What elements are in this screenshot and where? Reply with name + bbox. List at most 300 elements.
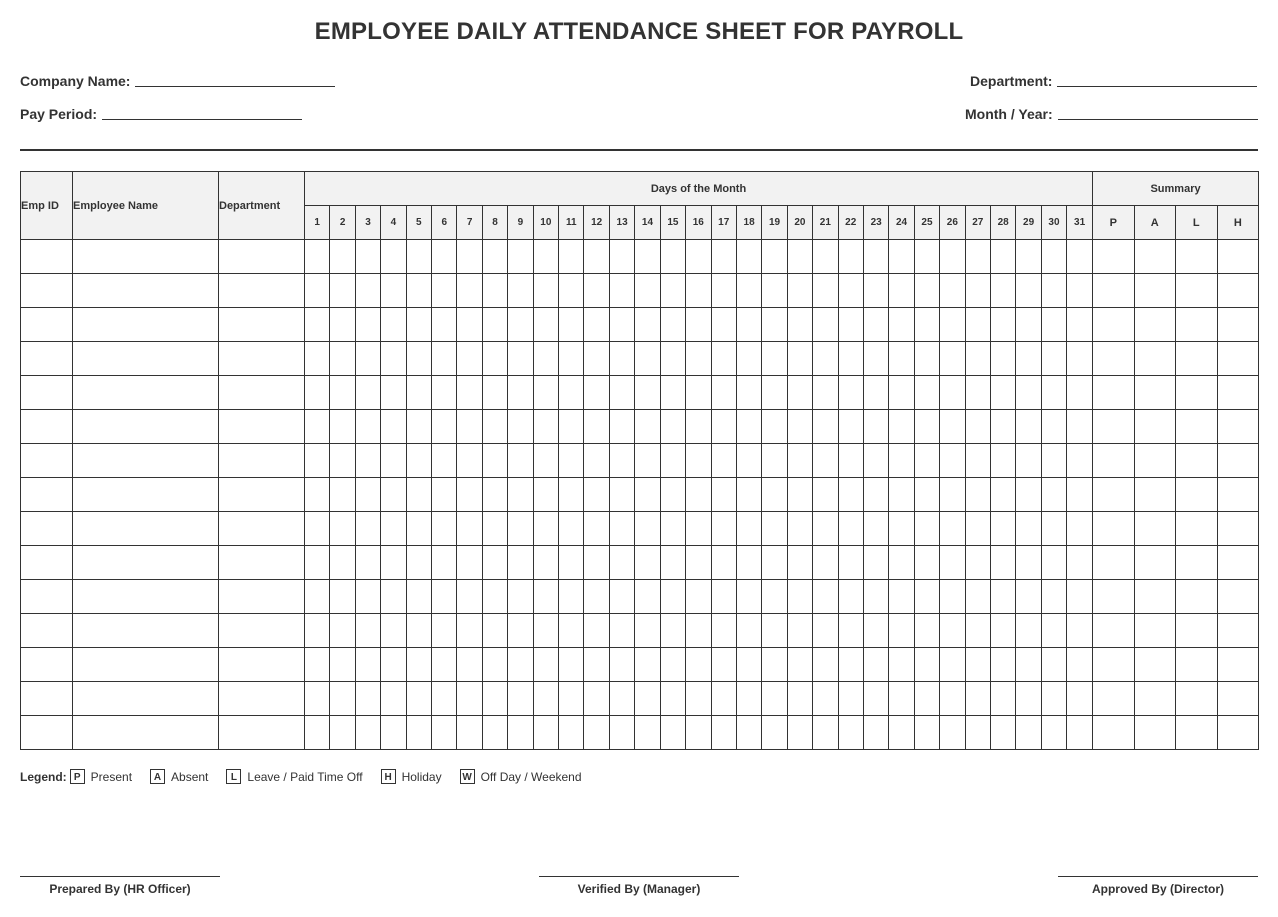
attendance-cell[interactable] <box>838 580 863 614</box>
attendance-cell[interactable] <box>1016 682 1041 716</box>
attendance-cell[interactable] <box>1016 478 1041 512</box>
attendance-cell[interactable] <box>406 376 431 410</box>
summary-cell[interactable] <box>1093 308 1135 342</box>
attendance-cell[interactable] <box>381 274 406 308</box>
attendance-cell[interactable] <box>584 580 609 614</box>
attendance-cell[interactable] <box>838 512 863 546</box>
attendance-cell[interactable] <box>813 376 838 410</box>
department-line[interactable] <box>1057 85 1257 87</box>
attendance-cell[interactable] <box>787 546 812 580</box>
attendance-cell[interactable] <box>940 308 965 342</box>
attendance-cell[interactable] <box>609 648 634 682</box>
attendance-cell[interactable] <box>457 648 482 682</box>
attendance-cell[interactable] <box>787 240 812 274</box>
attendance-cell[interactable] <box>559 716 584 750</box>
attendance-cell[interactable] <box>533 512 558 546</box>
attendance-cell[interactable] <box>432 614 457 648</box>
attendance-cell[interactable] <box>940 444 965 478</box>
attendance-cell[interactable] <box>482 478 507 512</box>
department-cell[interactable] <box>219 240 305 274</box>
attendance-cell[interactable] <box>660 308 685 342</box>
attendance-cell[interactable] <box>355 682 380 716</box>
attendance-cell[interactable] <box>787 444 812 478</box>
attendance-cell[interactable] <box>965 274 990 308</box>
attendance-cell[interactable] <box>711 410 736 444</box>
attendance-cell[interactable] <box>1041 308 1066 342</box>
attendance-cell[interactable] <box>584 240 609 274</box>
attendance-cell[interactable] <box>787 682 812 716</box>
summary-cell[interactable] <box>1134 240 1176 274</box>
attendance-cell[interactable] <box>660 342 685 376</box>
attendance-cell[interactable] <box>1016 342 1041 376</box>
attendance-cell[interactable] <box>660 478 685 512</box>
department-cell[interactable] <box>219 308 305 342</box>
summary-cell[interactable] <box>1093 342 1135 376</box>
attendance-cell[interactable] <box>584 648 609 682</box>
attendance-cell[interactable] <box>813 410 838 444</box>
attendance-cell[interactable] <box>533 546 558 580</box>
attendance-cell[interactable] <box>533 274 558 308</box>
attendance-cell[interactable] <box>762 274 787 308</box>
emp-id-cell[interactable] <box>21 648 73 682</box>
attendance-cell[interactable] <box>508 240 533 274</box>
attendance-cell[interactable] <box>635 444 660 478</box>
attendance-cell[interactable] <box>940 648 965 682</box>
attendance-cell[interactable] <box>1016 716 1041 750</box>
attendance-cell[interactable] <box>609 478 634 512</box>
approved-by-signature[interactable] <box>1058 876 1258 896</box>
attendance-cell[interactable] <box>863 648 888 682</box>
attendance-cell[interactable] <box>838 410 863 444</box>
attendance-cell[interactable] <box>1041 580 1066 614</box>
attendance-cell[interactable] <box>482 410 507 444</box>
attendance-cell[interactable] <box>635 308 660 342</box>
attendance-cell[interactable] <box>736 410 761 444</box>
attendance-cell[interactable] <box>330 342 355 376</box>
attendance-cell[interactable] <box>762 648 787 682</box>
attendance-cell[interactable] <box>533 444 558 478</box>
employee-name-cell[interactable] <box>73 240 219 274</box>
attendance-cell[interactable] <box>381 342 406 376</box>
attendance-cell[interactable] <box>686 580 711 614</box>
attendance-cell[interactable] <box>914 512 939 546</box>
attendance-cell[interactable] <box>508 648 533 682</box>
attendance-cell[interactable] <box>381 444 406 478</box>
attendance-cell[interactable] <box>330 716 355 750</box>
attendance-cell[interactable] <box>584 274 609 308</box>
attendance-cell[interactable] <box>686 240 711 274</box>
attendance-cell[interactable] <box>559 376 584 410</box>
attendance-cell[interactable] <box>889 580 914 614</box>
department-cell[interactable] <box>219 614 305 648</box>
attendance-cell[interactable] <box>889 342 914 376</box>
summary-cell[interactable] <box>1217 308 1259 342</box>
attendance-cell[interactable] <box>990 614 1015 648</box>
attendance-cell[interactable] <box>863 614 888 648</box>
attendance-cell[interactable] <box>762 682 787 716</box>
employee-name-cell[interactable] <box>73 648 219 682</box>
attendance-cell[interactable] <box>686 716 711 750</box>
attendance-cell[interactable] <box>355 274 380 308</box>
attendance-cell[interactable] <box>457 444 482 478</box>
attendance-cell[interactable] <box>1067 682 1093 716</box>
attendance-cell[interactable] <box>432 444 457 478</box>
attendance-cell[interactable] <box>1041 342 1066 376</box>
attendance-cell[interactable] <box>559 410 584 444</box>
attendance-cell[interactable] <box>508 376 533 410</box>
attendance-cell[interactable] <box>609 240 634 274</box>
attendance-cell[interactable] <box>635 478 660 512</box>
emp-id-cell[interactable] <box>21 376 73 410</box>
attendance-cell[interactable] <box>1067 410 1093 444</box>
attendance-cell[interactable] <box>711 308 736 342</box>
attendance-cell[interactable] <box>305 512 330 546</box>
attendance-cell[interactable] <box>355 580 380 614</box>
attendance-cell[interactable] <box>736 716 761 750</box>
emp-id-cell[interactable] <box>21 274 73 308</box>
attendance-cell[interactable] <box>457 342 482 376</box>
attendance-cell[interactable] <box>660 580 685 614</box>
attendance-cell[interactable] <box>990 376 1015 410</box>
attendance-cell[interactable] <box>762 478 787 512</box>
attendance-cell[interactable] <box>508 716 533 750</box>
attendance-cell[interactable] <box>838 546 863 580</box>
attendance-cell[interactable] <box>533 682 558 716</box>
attendance-cell[interactable] <box>584 478 609 512</box>
attendance-cell[interactable] <box>863 580 888 614</box>
attendance-cell[interactable] <box>432 580 457 614</box>
summary-cell[interactable] <box>1176 580 1218 614</box>
attendance-cell[interactable] <box>813 342 838 376</box>
summary-cell[interactable] <box>1093 648 1135 682</box>
attendance-cell[interactable] <box>355 342 380 376</box>
department-cell[interactable] <box>219 648 305 682</box>
attendance-cell[interactable] <box>381 478 406 512</box>
summary-cell[interactable] <box>1217 478 1259 512</box>
summary-cell[interactable] <box>1176 614 1218 648</box>
attendance-cell[interactable] <box>762 342 787 376</box>
attendance-cell[interactable] <box>1067 342 1093 376</box>
attendance-cell[interactable] <box>787 376 812 410</box>
attendance-cell[interactable] <box>508 682 533 716</box>
attendance-cell[interactable] <box>457 410 482 444</box>
attendance-cell[interactable] <box>813 444 838 478</box>
attendance-cell[interactable] <box>889 682 914 716</box>
attendance-cell[interactable] <box>965 580 990 614</box>
summary-cell[interactable] <box>1176 682 1218 716</box>
attendance-cell[interactable] <box>813 308 838 342</box>
attendance-cell[interactable] <box>838 614 863 648</box>
attendance-cell[interactable] <box>1016 240 1041 274</box>
attendance-cell[interactable] <box>609 614 634 648</box>
attendance-cell[interactable] <box>990 512 1015 546</box>
attendance-cell[interactable] <box>609 716 634 750</box>
attendance-cell[interactable] <box>305 580 330 614</box>
attendance-cell[interactable] <box>432 240 457 274</box>
attendance-cell[interactable] <box>559 478 584 512</box>
attendance-cell[interactable] <box>914 274 939 308</box>
attendance-cell[interactable] <box>787 648 812 682</box>
attendance-cell[interactable] <box>584 546 609 580</box>
emp-id-cell[interactable] <box>21 716 73 750</box>
attendance-cell[interactable] <box>406 648 431 682</box>
department-cell[interactable] <box>219 444 305 478</box>
attendance-cell[interactable] <box>787 274 812 308</box>
attendance-cell[interactable] <box>305 682 330 716</box>
attendance-cell[interactable] <box>686 478 711 512</box>
attendance-cell[interactable] <box>508 546 533 580</box>
summary-cell[interactable] <box>1217 444 1259 478</box>
attendance-cell[interactable] <box>990 648 1015 682</box>
department-cell[interactable] <box>219 342 305 376</box>
attendance-cell[interactable] <box>1041 444 1066 478</box>
summary-cell[interactable] <box>1093 512 1135 546</box>
summary-cell[interactable] <box>1217 648 1259 682</box>
attendance-cell[interactable] <box>813 580 838 614</box>
attendance-cell[interactable] <box>482 512 507 546</box>
attendance-cell[interactable] <box>482 682 507 716</box>
attendance-cell[interactable] <box>381 580 406 614</box>
attendance-cell[interactable] <box>838 444 863 478</box>
pay-period-line[interactable] <box>102 118 302 120</box>
department-cell[interactable] <box>219 580 305 614</box>
attendance-cell[interactable] <box>940 274 965 308</box>
attendance-cell[interactable] <box>838 342 863 376</box>
attendance-cell[interactable] <box>813 716 838 750</box>
attendance-cell[interactable] <box>1041 716 1066 750</box>
attendance-cell[interactable] <box>457 478 482 512</box>
attendance-cell[interactable] <box>762 580 787 614</box>
employee-name-cell[interactable] <box>73 308 219 342</box>
summary-cell[interactable] <box>1217 410 1259 444</box>
attendance-cell[interactable] <box>889 308 914 342</box>
attendance-cell[interactable] <box>609 512 634 546</box>
attendance-cell[interactable] <box>533 410 558 444</box>
attendance-cell[interactable] <box>889 716 914 750</box>
summary-cell[interactable] <box>1134 614 1176 648</box>
attendance-cell[interactable] <box>914 580 939 614</box>
summary-cell[interactable] <box>1093 478 1135 512</box>
attendance-cell[interactable] <box>762 410 787 444</box>
attendance-cell[interactable] <box>559 580 584 614</box>
attendance-cell[interactable] <box>406 444 431 478</box>
attendance-cell[interactable] <box>863 716 888 750</box>
attendance-cell[interactable] <box>736 512 761 546</box>
attendance-cell[interactable] <box>457 682 482 716</box>
attendance-cell[interactable] <box>711 614 736 648</box>
department-cell[interactable] <box>219 376 305 410</box>
attendance-cell[interactable] <box>533 342 558 376</box>
attendance-cell[interactable] <box>330 308 355 342</box>
summary-cell[interactable] <box>1217 580 1259 614</box>
summary-cell[interactable] <box>1176 240 1218 274</box>
employee-name-cell[interactable] <box>73 342 219 376</box>
attendance-cell[interactable] <box>1041 274 1066 308</box>
summary-cell[interactable] <box>1093 240 1135 274</box>
attendance-cell[interactable] <box>1067 716 1093 750</box>
attendance-cell[interactable] <box>711 444 736 478</box>
employee-name-cell[interactable] <box>73 410 219 444</box>
attendance-cell[interactable] <box>1016 376 1041 410</box>
attendance-cell[interactable] <box>863 376 888 410</box>
attendance-cell[interactable] <box>762 716 787 750</box>
attendance-cell[interactable] <box>305 614 330 648</box>
pay-period-field[interactable] <box>20 106 302 122</box>
summary-cell[interactable] <box>1176 308 1218 342</box>
attendance-cell[interactable] <box>711 274 736 308</box>
company-name-field[interactable] <box>20 73 335 89</box>
attendance-cell[interactable] <box>736 444 761 478</box>
attendance-cell[interactable] <box>533 308 558 342</box>
attendance-cell[interactable] <box>635 546 660 580</box>
attendance-cell[interactable] <box>305 444 330 478</box>
attendance-cell[interactable] <box>305 546 330 580</box>
attendance-cell[interactable] <box>813 614 838 648</box>
attendance-cell[interactable] <box>940 546 965 580</box>
attendance-cell[interactable] <box>457 614 482 648</box>
attendance-cell[interactable] <box>305 410 330 444</box>
attendance-cell[interactable] <box>432 478 457 512</box>
attendance-cell[interactable] <box>889 376 914 410</box>
attendance-cell[interactable] <box>482 308 507 342</box>
attendance-cell[interactable] <box>813 240 838 274</box>
attendance-cell[interactable] <box>1041 478 1066 512</box>
summary-cell[interactable] <box>1093 376 1135 410</box>
employee-name-cell[interactable] <box>73 546 219 580</box>
attendance-cell[interactable] <box>1016 512 1041 546</box>
attendance-cell[interactable] <box>940 512 965 546</box>
attendance-cell[interactable] <box>635 240 660 274</box>
attendance-cell[interactable] <box>1016 580 1041 614</box>
summary-cell[interactable] <box>1093 716 1135 750</box>
attendance-cell[interactable] <box>965 648 990 682</box>
attendance-cell[interactable] <box>787 478 812 512</box>
attendance-cell[interactable] <box>305 274 330 308</box>
attendance-cell[interactable] <box>635 580 660 614</box>
attendance-cell[interactable] <box>1016 648 1041 682</box>
attendance-cell[interactable] <box>1016 410 1041 444</box>
attendance-cell[interactable] <box>965 444 990 478</box>
attendance-cell[interactable] <box>660 410 685 444</box>
attendance-cell[interactable] <box>457 512 482 546</box>
attendance-cell[interactable] <box>330 614 355 648</box>
attendance-cell[interactable] <box>965 478 990 512</box>
summary-cell[interactable] <box>1134 444 1176 478</box>
attendance-cell[interactable] <box>1041 240 1066 274</box>
attendance-cell[interactable] <box>1067 648 1093 682</box>
attendance-cell[interactable] <box>584 682 609 716</box>
attendance-cell[interactable] <box>838 648 863 682</box>
attendance-cell[interactable] <box>406 308 431 342</box>
department-cell[interactable] <box>219 478 305 512</box>
emp-id-cell[interactable] <box>21 342 73 376</box>
attendance-cell[interactable] <box>482 376 507 410</box>
attendance-cell[interactable] <box>711 682 736 716</box>
attendance-cell[interactable] <box>609 274 634 308</box>
attendance-cell[interactable] <box>914 716 939 750</box>
attendance-cell[interactable] <box>381 410 406 444</box>
attendance-cell[interactable] <box>914 444 939 478</box>
attendance-cell[interactable] <box>1016 444 1041 478</box>
attendance-cell[interactable] <box>508 478 533 512</box>
attendance-cell[interactable] <box>482 444 507 478</box>
summary-cell[interactable] <box>1217 240 1259 274</box>
attendance-cell[interactable] <box>889 648 914 682</box>
attendance-cell[interactable] <box>660 546 685 580</box>
attendance-cell[interactable] <box>1016 614 1041 648</box>
emp-id-cell[interactable] <box>21 682 73 716</box>
attendance-cell[interactable] <box>940 376 965 410</box>
summary-cell[interactable] <box>1134 682 1176 716</box>
summary-cell[interactable] <box>1093 274 1135 308</box>
attendance-cell[interactable] <box>863 478 888 512</box>
attendance-cell[interactable] <box>736 546 761 580</box>
attendance-cell[interactable] <box>355 410 380 444</box>
attendance-cell[interactable] <box>660 716 685 750</box>
attendance-cell[interactable] <box>457 308 482 342</box>
attendance-cell[interactable] <box>457 274 482 308</box>
summary-cell[interactable] <box>1217 274 1259 308</box>
attendance-cell[interactable] <box>406 410 431 444</box>
emp-id-cell[interactable] <box>21 308 73 342</box>
attendance-cell[interactable] <box>381 376 406 410</box>
attendance-cell[interactable] <box>990 410 1015 444</box>
attendance-cell[interactable] <box>508 410 533 444</box>
attendance-cell[interactable] <box>914 410 939 444</box>
attendance-cell[interactable] <box>457 580 482 614</box>
attendance-cell[interactable] <box>559 682 584 716</box>
attendance-cell[interactable] <box>305 716 330 750</box>
attendance-cell[interactable] <box>1067 376 1093 410</box>
attendance-cell[interactable] <box>432 342 457 376</box>
attendance-cell[interactable] <box>813 274 838 308</box>
attendance-cell[interactable] <box>1041 648 1066 682</box>
attendance-cell[interactable] <box>686 512 711 546</box>
attendance-cell[interactable] <box>635 614 660 648</box>
attendance-cell[interactable] <box>838 308 863 342</box>
attendance-cell[interactable] <box>686 342 711 376</box>
attendance-cell[interactable] <box>863 274 888 308</box>
attendance-cell[interactable] <box>863 410 888 444</box>
attendance-cell[interactable] <box>686 376 711 410</box>
attendance-cell[interactable] <box>355 546 380 580</box>
attendance-cell[interactable] <box>584 410 609 444</box>
attendance-cell[interactable] <box>533 716 558 750</box>
summary-cell[interactable] <box>1134 342 1176 376</box>
attendance-cell[interactable] <box>559 240 584 274</box>
attendance-cell[interactable] <box>965 410 990 444</box>
summary-cell[interactable] <box>1176 410 1218 444</box>
attendance-cell[interactable] <box>736 342 761 376</box>
attendance-cell[interactable] <box>330 274 355 308</box>
attendance-cell[interactable] <box>660 274 685 308</box>
employee-name-cell[interactable] <box>73 376 219 410</box>
summary-cell[interactable] <box>1217 614 1259 648</box>
attendance-cell[interactable] <box>711 648 736 682</box>
attendance-cell[interactable] <box>635 376 660 410</box>
attendance-cell[interactable] <box>990 682 1015 716</box>
attendance-cell[interactable] <box>736 376 761 410</box>
attendance-cell[interactable] <box>838 478 863 512</box>
attendance-cell[interactable] <box>330 376 355 410</box>
attendance-cell[interactable] <box>1041 614 1066 648</box>
attendance-cell[interactable] <box>457 546 482 580</box>
summary-cell[interactable] <box>1176 716 1218 750</box>
attendance-cell[interactable] <box>965 546 990 580</box>
attendance-cell[interactable] <box>533 614 558 648</box>
emp-id-cell[interactable] <box>21 240 73 274</box>
attendance-cell[interactable] <box>1041 410 1066 444</box>
